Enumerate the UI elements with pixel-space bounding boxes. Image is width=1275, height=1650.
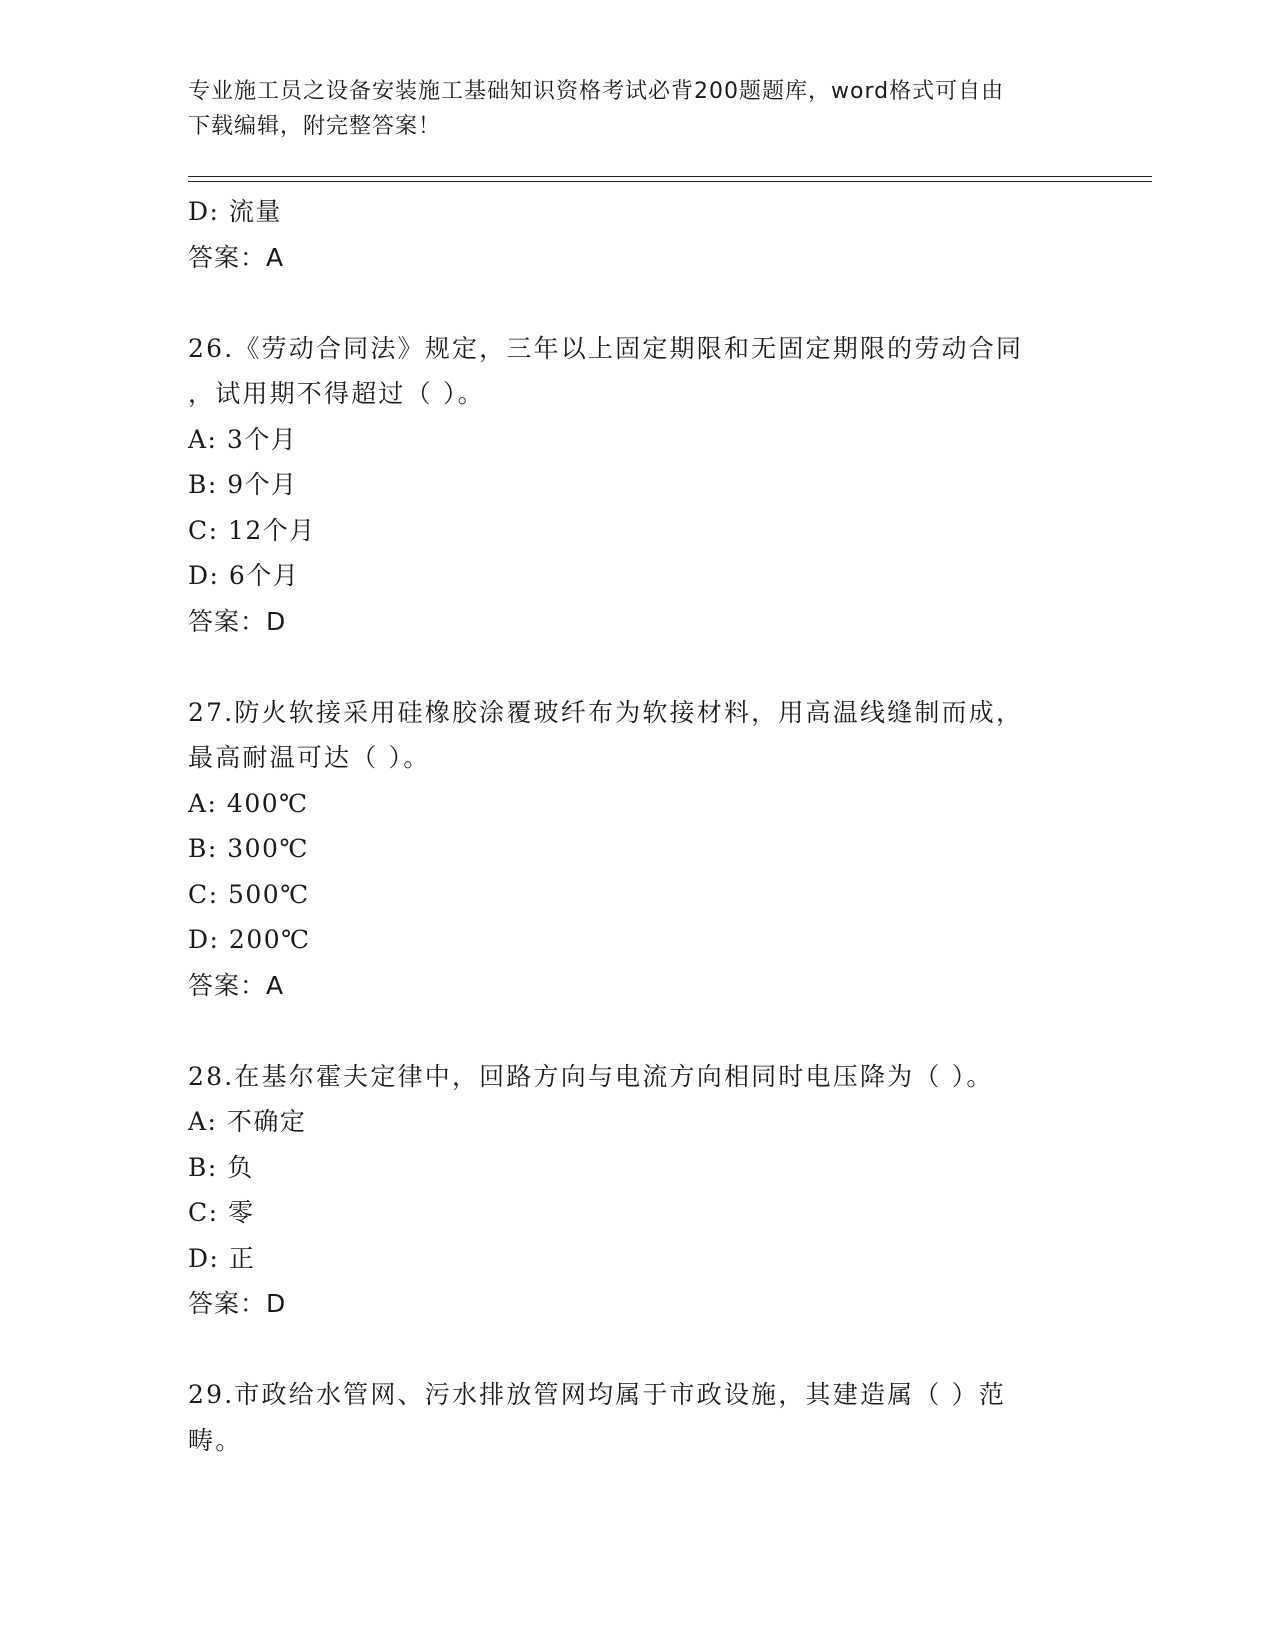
question-27-option-b: B: 300℃ <box>188 834 309 863</box>
question-27-answer: 答案：A <box>188 970 285 1000</box>
spacer <box>188 280 1108 326</box>
header-line-1: 专业施工员之设备安装施工基础知识资格考试必背200题题库，word格式可自由 <box>188 79 1005 104</box>
question-28-option-b: B: 负 <box>188 1152 254 1182</box>
question-27 <box>188 690 1088 781</box>
header-line-2: 下载编辑，附完整答案！ <box>188 114 442 139</box>
question-26 <box>188 326 1088 417</box>
question-28-line-1: 28.在基尔霍夫定律中，回路方向与电流方向相同时电压降为（ ）。 <box>188 1061 994 1091</box>
spacer <box>188 1008 1108 1054</box>
header-rule-bottom <box>188 181 1152 182</box>
question-26-line-2: ，试用期不得超过（ ）。 <box>188 379 485 408</box>
question-26-option-a: A: 3个月 <box>188 424 298 454</box>
document-header <box>188 74 1088 144</box>
question-27-line-2: 最高耐温可达（ ）。 <box>188 743 431 772</box>
question-26-answer: 答案：D <box>188 606 287 636</box>
question-27-option-d: D: 200℃ <box>188 925 311 954</box>
prev-answer: 答案：A <box>188 242 285 272</box>
question-29 <box>188 1372 1088 1463</box>
question-26-option-c: C: 12个月 <box>188 515 316 545</box>
header-rule-top <box>188 176 1152 177</box>
question-28-option-c: C: 零 <box>188 1198 255 1227</box>
question-29-line-2: 畴。 <box>188 1425 243 1455</box>
question-28 <box>188 1054 1088 1100</box>
question-29-line-1: 29.市政给水管网、污水排放管网均属于市政设施，其建造属（ ）范 <box>188 1380 1007 1409</box>
question-27-line-1: 27.防火软接采用硅橡胶涂覆玻纤布为软接材料，用高温线缝制而成， <box>188 697 1024 727</box>
document-body <box>188 189 1108 1463</box>
spacer <box>188 644 1108 690</box>
question-26-line-1: 26.《劳动合同法》规定，三年以上固定期限和无固定期限的劳动合同 <box>188 333 1024 363</box>
spacer <box>188 1327 1108 1373</box>
question-28-option-a: A: 不确定 <box>188 1107 307 1136</box>
question-26-option-d: D: 6个月 <box>188 561 300 590</box>
question-26-option-b: B: 9个月 <box>188 470 298 499</box>
question-27-option-a: A: 400℃ <box>188 788 309 818</box>
question-28-answer: 答案：D <box>188 1289 287 1318</box>
question-27-option-c: C: 500℃ <box>188 879 310 909</box>
question-28-option-d: D: 正 <box>188 1243 256 1273</box>
prev-option-d: D: 流量 <box>188 197 282 226</box>
